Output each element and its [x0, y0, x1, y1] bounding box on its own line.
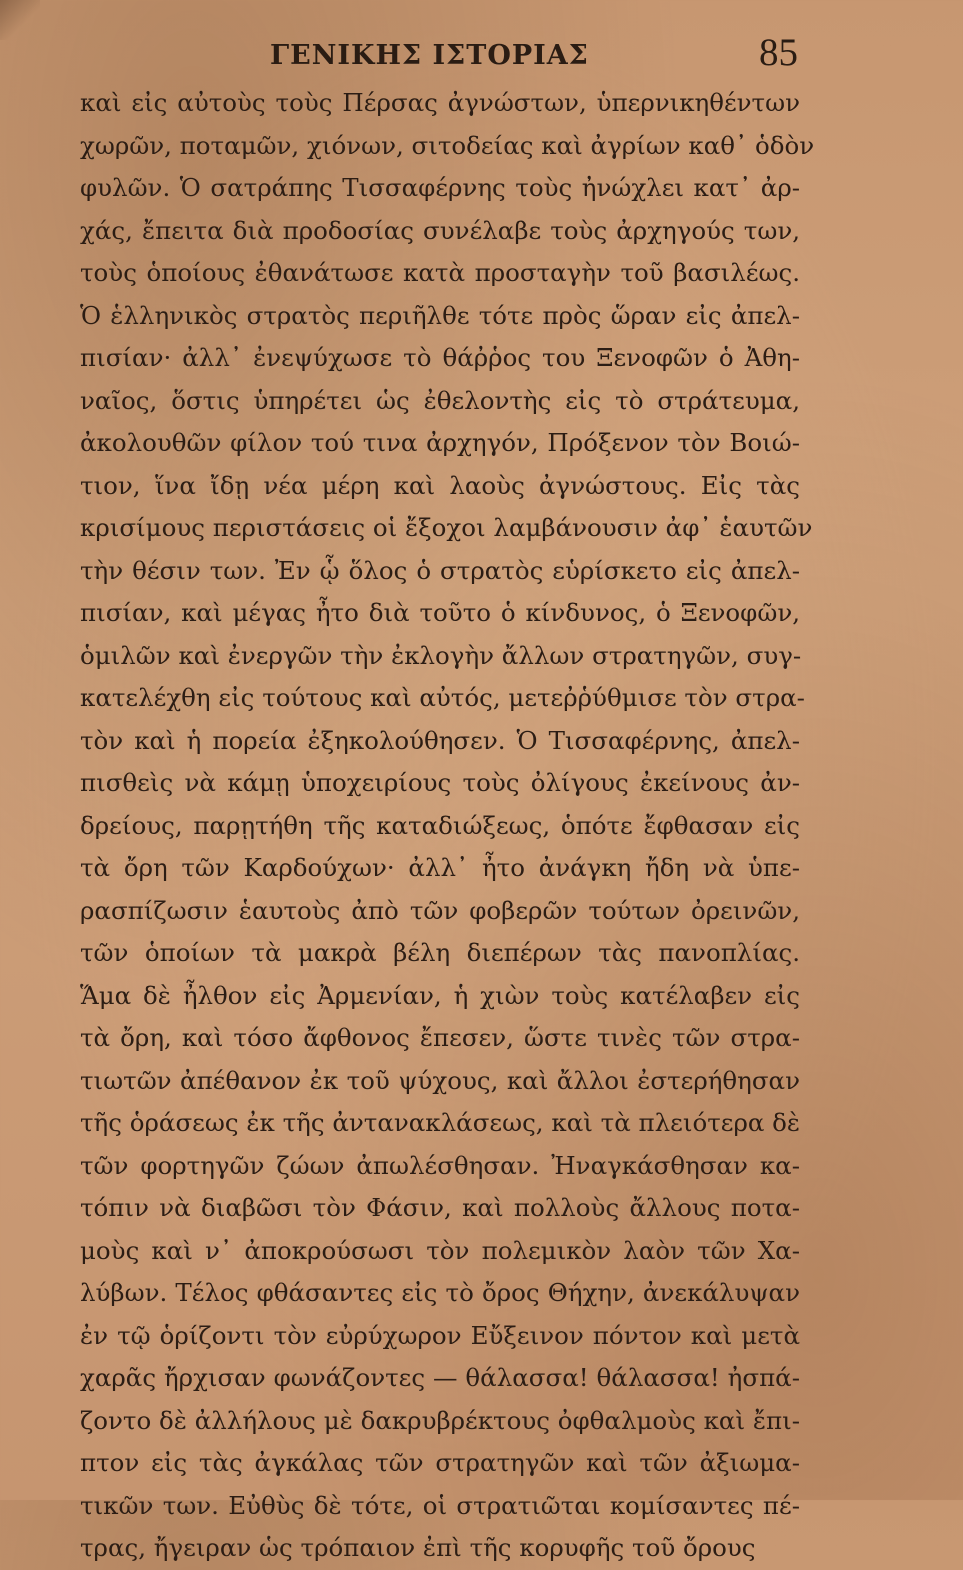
text-line: χωρῶν, ποταμῶν, χιόνων, σιτοδείας καὶ ἀγρίων καθ᾽ ὁδὸν — [80, 130, 815, 160]
text-line: πισίαν· ἀλλ᾽ ἐνεψύχωσε τὸ θάῤῥος του Ξενοφῶν ὁ Ἀθη- — [80, 343, 800, 372]
text-line: δρείους, παρῃτήθη τῆς καταδιώξεως, ὁπότε ἔφθασαν εἰς — [80, 810, 800, 840]
text-line: φυλῶν. Ὁ σατράπης Τισσαφέρνης τοὺς ἠνώχλει κατ᾽ ἀρ- — [80, 173, 800, 202]
text-line: τῶν ὁποίων τὰ μακρὰ βέλη διεπέρων τὰς πανοπλίας. — [80, 938, 800, 967]
text-line: ἀκολουθῶν φίλον τού τινα ἀρχηγόν, Πρόξενον τὸν Βοιώ- — [80, 428, 800, 457]
text-line: μοὺς καὶ ν᾽ ἀποκρούσωσι τὸν πολεμικὸν λαὸν τῶν Χα- — [80, 1235, 800, 1265]
text-line: καὶ εἰς αὐτοὺς τοὺς Πέρσας ἀγνώστων, ὑπερνικηθέντων — [80, 88, 800, 117]
text-line: τοὺς ὁποίους ἐθανάτωσε κατὰ προσταγὴν τοῦ βασιλέως. — [80, 258, 800, 287]
text-line: κατελέχθη εἰς τούτους καὶ αὐτός, μετεῤῥύθμισε τὸν στρα- — [80, 683, 805, 712]
text-line: λύβων. Τέλος φθάσαντες εἰς τὸ ὄρος Θήχην, ἀνεκάλυψαν — [80, 1278, 800, 1307]
page-corner-stain — [0, 0, 40, 40]
text-line: τὰ ὄρη, καὶ τόσο ἄφθονος ἔπεσεν, ὥστε τινὲς τῶν στρα- — [80, 1023, 800, 1052]
text-line: Ὁ ἑλληνικὸς στρατὸς περιῆλθε τότε πρὸς ὥραν εἰς ἀπελ- — [80, 300, 800, 330]
text-line: τὰ ὄρη τῶν Καρδούχων· ἀλλ᾽ ἦτο ἀνάγκη ἤδη νὰ ὑπε- — [80, 853, 800, 882]
page-number: 85 — [759, 31, 798, 74]
text-line: τιωτῶν ἀπέθανον ἐκ τοῦ ψύχους, καὶ ἄλλοι ἐστερήθησαν — [80, 1065, 800, 1095]
body-text — [80, 82, 815, 1570]
text-line: ζοντο δὲ ἀλλήλους μὲ δακρυβρέκτους ὀφθαλμοὺς καὶ ἔπι- — [80, 1405, 800, 1435]
text-line: πτον εἰς τὰς ἀγκάλας τῶν στρατηγῶν καὶ τῶν ἀξιωμα- — [80, 1448, 800, 1477]
text-line: χάς, ἔπειτα διὰ προδοσίας συνέλαβε τοὺς ἀρχηγούς των, — [80, 215, 800, 245]
text-line: τῶν φορτηγῶν ζώων ἀπωλέσθησαν. Ἠναγκάσθησαν κα- — [80, 1150, 800, 1180]
text-line: ὁμιλῶν καὶ ἐνεργῶν τὴν ἐκλογὴν ἄλλων στρατηγῶν, συγ- — [80, 640, 802, 670]
text-line: ναῖος, ὅστις ὑπηρέτει ὡς ἐθελοντὴς εἰς τὸ στράτευμα, — [80, 385, 800, 415]
text-line: τὸν καὶ ἡ πορεία ἐξηκολούθησεν. Ὁ Τισσαφέρνης, ἀπελ- — [80, 725, 800, 755]
text-line: πισθεὶς νὰ κάμῃ ὑποχειρίους τοὺς ὀλίγους ἐκείνους ἀν- — [80, 768, 800, 797]
page-header — [80, 30, 800, 80]
text-line: τῆς ὁράσεως ἐκ τῆς ἀντανακλάσεως, καὶ τὰ πλειότερα δὲ — [80, 1108, 801, 1137]
text-line: πισίαν, καὶ μέγας ἦτο διὰ τοῦτο ὁ κίνδυνος, ὁ Ξενοφῶν, — [80, 598, 800, 627]
text-line: τικῶν των. Εὐθὺς δὲ τότε, οἱ στρατιῶται κομίσαντες πέ- — [80, 1490, 800, 1520]
text-line: χαρᾶς ἤρχισαν φωνάζοντες — θάλασσα! θάλασσα! ἠσπά- — [80, 1363, 800, 1392]
text-line: τρας, ἤγειραν ὡς τρόπαιον ἐπὶ τῆς κορυφῆς τοῦ ὄρους — [80, 1533, 756, 1562]
text-line: τὴν θέσιν των. Ἐν ᾧ ὅλος ὁ στρατὸς εὑρίσκετο εἰς ἀπελ- — [80, 555, 800, 585]
text-line: ἐν τῷ ὁρίζοντι τὸν εὐρύχωρον Εὔξεινον πόντον καὶ μετὰ — [80, 1320, 800, 1350]
text-line: κρισίμους περιστάσεις οἱ ἔξοχοι λαμβάνουσιν ἀφ᾽ ἑαυτῶν — [80, 513, 813, 542]
text-line: τόπιν νὰ διαβῶσι τὸν Φάσιν, καὶ πολλοὺς ἄλλους ποτα- — [80, 1193, 800, 1222]
text-line: τιον, ἵνα ἴδῃ νέα μέρη καὶ λαοὺς ἀγνώστους. Εἰς τὰς — [80, 470, 800, 500]
text-line: Ἅμα δὲ ἦλθον εἰς Ἀρμενίαν, ἡ χιὼν τοὺς κατέλαβεν εἰς — [80, 980, 800, 1010]
running-head: ΓΕΝΙΚΗΣ ΙΣΤΟΡΙΑΣ — [270, 40, 589, 71]
text-line: ρασπίζωσιν ἑαυτοὺς ἀπὸ τῶν φοβερῶν τούτων ὀρεινῶν, — [80, 895, 800, 925]
